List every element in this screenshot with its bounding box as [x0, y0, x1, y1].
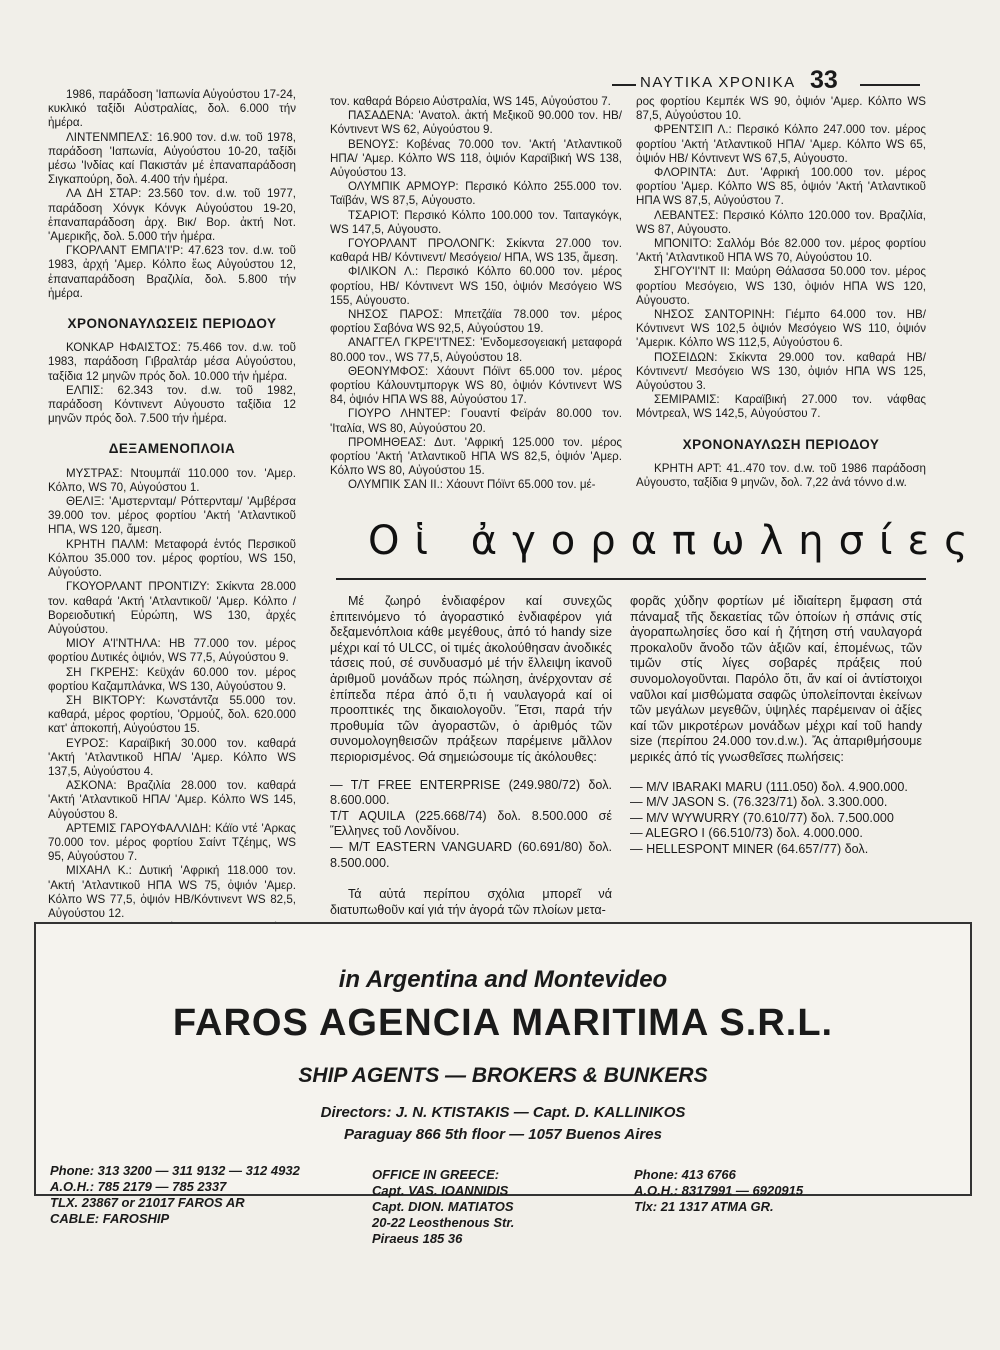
- ad-address: Paraguay 866 5th floor — 1057 Buenos Aires: [344, 1126, 662, 1143]
- list-item: ΕΥΡΟΣ: Καραϊβική 30.000 τον. καθαρά 'Ακτή 'Ατλαντικοῦ ΗΠΑ/ 'Αμερ. Κόλπο WS 137,5, Αὐγούστου 4.: [48, 736, 296, 778]
- list-item: ΦΡΕΝΤΣΙΠ Λ.: Περσικό Κόλπο 247.000 τον. μέρος φορτίου 'Ακτή 'Ατλαντικοῦ ΗΠΑ/ 'Αμερ. Κόλπο WS 65, ὀψιόν ΗΒ/ Κόντινεντ WS 67,5, Αὐγουστο.: [636, 123, 926, 165]
- article-column-2: [630, 594, 922, 858]
- list-item: ΟΛΥΜΠΙΚ ΣΑΝ ΙΙ.: Χάουντ Πόϊντ 65.000 τον. μέ-: [348, 478, 596, 492]
- list-item: ΛΑ ΔΗ ΣΤΑΡ: 23.560 τον. d.w. τοῦ 1977, παράδοση Χόνγκ Κόνγκ Αὐγούστου 19-20, ἐπαναπαράδοση ἀρχ. Βικ/ Βορ. ἀκτή Νοτ. 'Αμερικῆς, δολ. 5.000 τήν ἡμέρα.: [48, 187, 296, 244]
- contact-line: Phone: 313 3200 — 311 9132 — 312 4932: [50, 1163, 300, 1178]
- section-title-tankers: ΔΕΞΑΜΕΝΟΠΛΟΙΑ: [108, 441, 236, 457]
- section-title-timecharters: ΧΡΟΝΟΝΑΥΛΩΣΕΙΣ ΠΕΡΙΟΔΟΥ: [67, 316, 277, 332]
- contact-left: [50, 1163, 300, 1227]
- ad-company-name: FAROS AGENCIA MARITIMA S.R.L.: [172, 1002, 834, 1044]
- list-item: ΠΑΣΑΔΕΝΑ: 'Ανατολ. ἀκτή Μεξικοῦ 90.000 τον. ΗΒ/ Κόντινεντ WS 62, Αὐγούστου 9.: [330, 109, 622, 137]
- list-item: ΚΡΗΤΗ ΑΡΤ: 41..470 τον. d.w. τοῦ 1986 παράδοση Αὐγουστο, ταξίδια 9 μηνῶν, δολ. 7,22 ἀνά τόννο d.w.: [636, 461, 926, 490]
- contact-line: Tlx: 21 1317 ATMA GR.: [634, 1199, 774, 1214]
- column-3: [636, 95, 926, 490]
- list-item: ΕΛΠΙΣ: 62.343 τον. d.w. τοῦ 1982, παράδοση Κόντινεντ Αὐγουστο ταξίδια 12 μηνῶν πρός δολ. 7.500 τήν ἡμέρα.: [48, 383, 296, 426]
- list-item: 1986, παράδοση 'Ιαπωνία Αὐγούστου 17-24, κυκλικό ταξίδι Αὐστραλίας, δολ. 6.000 τήν ἡμέρα.: [48, 88, 296, 130]
- list-item: ΦΙΛΙΚΟΝ Λ.: Περσικό Κόλπο 60.000 τον. μέρος φορτίου, ΗΒ/ Κόντινεντ WS 150, ὀψιόν Μεσόγειο WS 155, Αὐγουστο.: [330, 265, 622, 307]
- list-item: ΣΗ ΓΚΡΕΗΣ: Κεϋχάν 60.000 τον. μέρος φορτίου Καζαμπλάνκα, WS 130, Αὐγούστου 9.: [48, 665, 296, 693]
- list-item: ΜΠΟΝΙΤΟ: Σαλλόμ Βόε 82.000 τον. μέρος φορτίου 'Ακτή 'Ατλαντικοῦ ΗΠΑ WS 70, Αὐγούστου 10.: [636, 237, 926, 265]
- ship-sale-item: — HELLESPONT MINER (64.657/77) δολ.: [630, 841, 869, 856]
- list-item: ΓΚΟΥΟΡΛΑΝΤ ΠΡΟΝΤΙΖΥ: Σκίκντα 28.000 τον. καθαρά 'Ακτή 'Ατλαντικοῦ/ 'Αμερ. Κόλπο / Βορειοδυτική Εὐρώπη, WS 130, ἀρχές Αὐγούστου.: [48, 580, 296, 636]
- list-item: ΤΣΑΡΙΟΤ: Περσικό Κόλπο 100.000 τον. Ταιταγκόγκ, WS 147,5, Αὐγουστο.: [330, 208, 622, 236]
- article-paragraph: φορᾶς χύδην φορτίων μέ ἰδιαίτερη ἔμφαση στά πάναμαξ τῆς δεκαετίας τῶν ὁποίων ἡ σπάνις στίς ἀγοραπωλησίες ὅσο καί ἡ ζήτηση στή ναυλαγορά προκαλοῦν ἄνοδο τῶν ἀξιῶν καί, ἑπομένως, τῶν τιμῶν στίς λίγες σοβαρές πράξεις πού συνομολογοῦνται. Παρόλο ὅτι, ἄν καί οἱ ἀντίστοιχοι ναῦλοι καί μισθώματα σαφῶς ὑπολείπονται ἐκείνων τῶν μεγάλων μεγεθῶν, ὑψηλές παρέμειναν οἱ ἀξίες καί τῶν μικροτέρων μονάδων μέχρι καί τοῦ handy size (περίπου 24.000 τον.d.w.). Ἄς ἀπαριθμήσουμε μερικές ἀπό τίς γνωσθεῖσες πωλήσεις:: [630, 594, 922, 764]
- publication-name: ΝΑΥΤΙΚΑ ΧΡΟΝΙΚΑ: [640, 74, 796, 91]
- contact-line: OFFICE IN GREECE:: [372, 1167, 500, 1182]
- list-item: ΛΙΝΤΕΝΜΠΕΛΣ: 16.900 τον. d.w. τοῦ 1978, παράδοση 'Ιαπωνία, Αὐγούστου 10-20, ταξίδι μέσω 'Ινδίας καί Πακιστάν μέ ἐπαναπαράδοση Σιγκαπούρη, δολ. 4.400 τήν ἡμέρα.: [48, 130, 296, 187]
- list-item: ρος φορτίου Κεμπέκ WS 90, ὀψιόν 'Αμερ. Κόλπο WS 87,5, Αὐγούστου 10.: [636, 95, 926, 123]
- article-paragraph: Τά αὐτά περίπου σχόλια μπορεῖ νά διατυπωθοῦν καί γιά τήν ἀγορά τῶν πλοίων μετα-: [330, 887, 612, 917]
- list-item: ΓΙΟΥΡΟ ΛΗΝΤΕΡ: Γουαντί Φεϊράν 80.000 τον. 'Ιταλία, WS 80, Αὐγούστου 20.: [330, 407, 622, 435]
- ad-services: SHIP AGENTS — BROKERS & BUNKERS: [298, 1064, 708, 1087]
- list-item: ΛΕΒΑΝΤΕΣ: Περσικό Κόλπο 120.000 τον. Βραζιλία, WS 87, Αὐγουστο.: [636, 208, 926, 236]
- list-item: ΑΡΤΕΜΙΣ ΓΑΡΟΥΦΑΛΛΙΔΗ: Κάϊο ντέ 'Αρκας 70.000 τον. μέρος φορτίου Σαίντ Τζέημς, WS 95, Αὐγούστου 7.: [48, 821, 296, 864]
- list-item: ΚΡΗΤΗ ΠΑΛΜ: Μεταφορά ἐντός Περσικοῦ Κόλπου 35.000 τον. μέρος φορτίου, WS 150, Αὐγούστο.: [48, 537, 296, 580]
- contact-line: TLX. 23867 or 21017 FAROS AR: [50, 1195, 245, 1210]
- section-title-timecharter: ΧΡΟΝΟΝΑΥΛΩΣΗ ΠΕΡΙΟΔΟΥ: [682, 436, 880, 452]
- article-column-1: [330, 594, 612, 918]
- list-item: ΘΕΟΝΥΜΦΟΣ: Χάουντ Πόϊντ 65.000 τον. μέρος φορτίου Κάλουντμποργκ WS 80, ὀψιόν Κόντινεντ WS 84, ὀψιόν ΗΠΑ WS 88, Αὐγούστου 17.: [330, 364, 622, 407]
- ad-directors: Directors: J. N. KTISTAKIS — Capt. D. KALLINIKOS: [320, 1104, 686, 1121]
- column-2: [330, 95, 622, 493]
- ship-sale-item: — M/T EASTERN VANGUARD (60.691/80) δολ. 8.500.000.: [330, 839, 612, 870]
- list-item: ΜΥΣΤΡΑΣ: Ντουμπάϊ 110.000 τον. 'Αμερ. Κόλπο, WS 70, Αὐγούστου 1.: [48, 466, 296, 494]
- page-number: 33: [810, 66, 838, 94]
- list-item: τον. καθαρά Βόρειο Αὐστραλία, WS 145, Αὐγούστου 7.: [330, 95, 611, 108]
- ship-sale-item: — M/V JASON S. (76.323/71) δολ. 3.300.000.: [630, 795, 888, 810]
- list-item: ΚΟΝΚΑΡ ΗΦΑΙΣΤΟΣ: 75.466 τον. d.w. τοῦ 1983, παράδοση Γιβραλτάρ μέσα Αὐγούστου, ταξίδια 12 μηνῶν πρός δολ. 10.000 τήν ἡμέρα.: [48, 341, 296, 383]
- list-item: ΝΗΣΟΣ ΣΑΝΤΟΡΙΝΗ: Γιέμπο 64.000 τον. ΗΒ/Κόντινεντ WS 102,5 ὀψιόν Μεσόγειο WS 110, ὀψιόν 'Αμερικ. Κόλπο WS 112,5, Αὐγούστου 6.: [636, 308, 926, 350]
- title-rule: [336, 578, 926, 580]
- list-item: ΑΝΑΓΓΕΛ ΓΚΡΕ'Ι'ΤΝΕΣ: 'Ενδομεσογειακή μεταφορά 80.000 τον., WS 77,5, Αὐγούστου 18.: [330, 336, 622, 364]
- ship-sale-item: — ALEGRO I (66.510/73) δολ. 4.000.000.: [630, 826, 863, 841]
- contact-center: [372, 1167, 514, 1247]
- list-item: ΜΙΟΥ Α'Ι'ΝΤΗΛΑ: ΗΒ 77.000 τον. μέρος φορτίου Δυτικές ὀψιόν, WS 77,5, Αὐγούστου 9.: [48, 637, 296, 665]
- ship-sale-item: — T/T FREE ENTERPRISE (249.980/72) δολ. 8.600.000.: [330, 777, 612, 808]
- contact-line: Capt. DION. MATIATOS: [372, 1199, 514, 1214]
- ad-tagline: in Argentina and Montevideo: [338, 966, 668, 993]
- contact-line: A.O.H.: 785 2179 — 785 2337: [50, 1179, 227, 1194]
- article-title: Οἱ ἀγοραπωλησίες: [368, 518, 983, 564]
- contact-line: Capt. VAS. IOANNIDIS: [372, 1183, 509, 1198]
- col1-intro: [48, 88, 296, 301]
- list-item: ΣΗ ΒΙΚΤΟΡΥ: Κωνστάντζα 55.000 τον. καθαρά, μέρος φορτίου, 'Ορμούζ, δολ. 620.000 κατ' ἀποκοπή, Αὐγούστου 15.: [48, 693, 296, 736]
- list-item: ΜΙΧΑΗΛ Κ.: Δυτική 'Αφρική 118.000 τον. 'Ακτή 'Ατλαντικοῦ ΗΠΑ WS 75, ὀψιόν 'Αμερ. Κόλπο WS 77,5, ὀψιόν ΗΒ/Κόντινεντ WS 82,5, Αὐγούστου 12.: [48, 864, 296, 920]
- ship-sale-item: — M/V WYWURRY (70.610/77) δολ. 7.500.000: [630, 810, 894, 825]
- list-item: ΠΡΟΜΗΘΕΑΣ: Δυτ. 'Αφρική 125.000 τον. μέρος φορτίου 'Ακτή 'Ατλαντικοῦ ΗΠΑ WS 82,5, ὀψιόν 'Αμερ. Κόλπο WS 80, Αὐγούστου 15.: [330, 435, 622, 478]
- contact-line: CABLE: FAROSHIP: [50, 1211, 170, 1226]
- article-paragraph: Μέ ζωηρό ἐνδιαφέρον καί συνεχῶς ἐπιτεινόμενο τό ἀγοραστικό ἐνδιαφέρον γιά δεξαμενόπλοια κάθε μεγέθους, ἀπό τό handy size μέχρι καί τό ULCC, οἱ τιμές ἀκολούθησαν ἀνοδικές τάσεις πού, σέ συνδυασμό μέ τήν ἔλλειψη ἱκανοῦ ἀριθμοῦ μονάδων πρός πώληση, ἀνέρχονταν σέ ἐπίπεδα πέρα ἀπό ὅ,τι ἡ ναυλαγορά καί οἱ προοπτικές της δικαιολογοῦν. Ἔτσι, παρά τήν προθυμία τῶν ἀγοραστῶν, ὁ ἀριθμός τῶν συνομολογηθεισῶν πράξεων παρέμεινε μᾶλλον περιορισμένος. Θά σημειώσουμε τίς ἀκόλουθες:: [330, 594, 612, 764]
- contact-line: Piraeus 185 36: [372, 1231, 463, 1246]
- list-item: ΓΚΟΡΛΑΝΤ ΕΜΠΑ'Ι'Ρ: 47.623 τον. d.w. τοῦ 1983, ἀρχή 'Αμερ. Κόλπο ἕως Αὐγούστου 12, ἐπαναπαράδοση Βραζιλία, δολ. 5.800 τήν ἡμέρα.: [48, 244, 296, 300]
- contact-right: [634, 1167, 803, 1215]
- contact-line: Phone: 413 6766: [634, 1167, 736, 1182]
- list-item: ΠΟΣΕΙΔΩΝ: Σκίκντα 29.000 τον. καθαρά ΗΒ/ Κόντινεντ/ Μεσόγειο WS 130, ὀψιόν ΗΠΑ WS 125, Αὐγούστου 3.: [636, 350, 926, 393]
- list-item: ΣΗΓΟΥ'Ι'ΝΤ ΙΙ: Μαύρη Θάλασσα 50.000 τον. μέρος φορτίου Μεσόγειο, WS 130, ὀψιόν ΗΠΑ WS 120, Αὐγουστο.: [636, 265, 926, 307]
- list-item: ΟΛΥΜΠΙΚ ΑΡΜΟΥΡ: Περσικό Κόλπο 255.000 τον. Ταϊβάν, WS 87,5, Αὐγουστο.: [330, 180, 622, 208]
- ship-sale-item: — M/V IBARAKI MARU (111.050) δολ. 4.900.000.: [630, 779, 908, 794]
- list-item: ΒΕΝΟΥΣ: Κοβένας 70.000 τον. 'Ακτή 'Ατλαντικοῦ ΗΠΑ/ 'Αμερ. Κόλπο WS 118, ὀψιόν Καραϊβική WS 138, Αὐγούστου 13.: [330, 137, 622, 180]
- ship-sale-item: T/T AQUILA (225.668/74) δολ. 8.500.000 σέ Ἕλληνες τοῦ Λονδίνου.: [330, 808, 612, 839]
- list-item: ΑΣΚΟΝΑ: Βραζιλία 28.000 τον. καθαρά 'Ακτή 'Ατλαντικοῦ ΗΠΑ/ 'Αμερ. Κόλπο WS 145, Αὐγούστου 8.: [48, 779, 296, 821]
- list-item: ΝΗΣΟΣ ΠΑΡΟΣ: Μπετζάϊα 78.000 τον. μέρος φορτίου Σαβόνα WS 92,5, Αὐγούστου 19.: [330, 308, 622, 336]
- column-1: [48, 88, 296, 1021]
- header-rule-right: [860, 84, 920, 86]
- contact-line: 20-22 Leosthenous Str.: [372, 1215, 515, 1230]
- list-item: ΣΕΜΙΡΑΜΙΣ: Καραϊβική 27.000 τον. νάφθας Μόντρεαλ, WS 142,5, Αὐγούστου 7.: [636, 393, 926, 421]
- contact-line: A.O.H.: 8317991 — 6920915: [634, 1183, 804, 1198]
- advertisement: [34, 922, 972, 1196]
- list-item: ΘΕΛΙΞ: 'Αμστερνταμ/ Ρόττερνταμ/ 'Αμβέρσα 39.000 τον. μέρος φορτίου 'Ακτή 'Ατλαντικοῦ ΗΠΑ, WS 120, ἄμεση.: [48, 495, 296, 537]
- list-item: ΦΛΟΡΙΝΤΑ: Δυτ. 'Αφρική 100.000 τον. μέρος φορτίου 'Αμερ. Κόλπο WS 85, ὀψιόν 'Ακτή 'Ατλαντικοῦ ΗΠΑ WS 87,5, Αὐγούστου 7.: [636, 166, 926, 208]
- header-rule-left: [612, 84, 636, 86]
- list-item: ΓΟΥΟΡΛΑΝΤ ΠΡΟΛΟΝΓΚ: Σκίκντα 27.000 τον. καθαρά ΗΒ/ Κόντινεντ/ Μεσόγειο/ ΗΠΑ, WS 135, ἄμεση.: [330, 237, 622, 265]
